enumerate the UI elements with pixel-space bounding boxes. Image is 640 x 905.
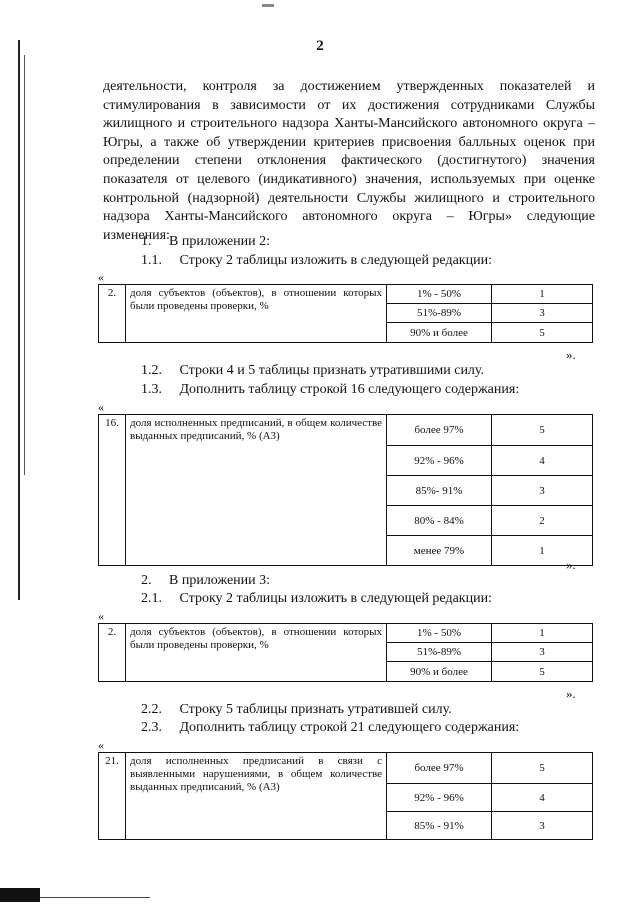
range-cell: 80% - 84% <box>387 506 492 536</box>
row-description: доля субъектов (объектов), в отношении которых были проведены проверки, % <box>126 624 387 682</box>
row-number: 16. <box>99 415 126 566</box>
page-number: 2 <box>316 38 324 54</box>
row-description: доля исполненных предписаний в связи с выявленными нарушениями, в общем количестве выданных предписаний, % (А3) <box>126 753 387 840</box>
range-cell: 1% - 50% <box>387 285 492 304</box>
row-number: 2. <box>99 285 126 343</box>
item-1: 1. В приложении 2: <box>141 234 271 249</box>
scan-mark-top <box>262 4 274 7</box>
table-appendix3-row21 <box>98 752 593 840</box>
row-description: доля исполненных предписаний, в общем количестве выданных предписаний, % (А3) <box>126 415 387 566</box>
item-2: 2. В приложении 3: <box>141 573 271 588</box>
score-cell: 5 <box>492 415 593 446</box>
score-cell: 3 <box>492 476 593 506</box>
item-1-3: 1.3. Дополнить таблицу строкой 16 следующего содержания: <box>141 382 520 397</box>
score-cell: 1 <box>492 536 593 566</box>
close-quote: ». <box>566 557 576 572</box>
item-2-2: 2.2. Строку 5 таблицы признать утратившей силу. <box>141 702 452 717</box>
score-cell: 4 <box>492 784 593 812</box>
row-number: 21. <box>99 753 126 840</box>
score-cell: 3 <box>492 304 593 323</box>
close-quote: ». <box>566 686 576 701</box>
scan-margin-line <box>18 40 20 600</box>
item-2-1: 2.1. Строку 2 таблицы изложить в следующей редакции: <box>141 591 492 606</box>
range-cell: 1% - 50% <box>387 624 492 643</box>
row-description: доля субъектов (объектов), в отношении которых были проведены проверки, % <box>126 285 387 343</box>
item-2-3: 2.3. Дополнить таблицу строкой 21 следующего содержания: <box>141 720 520 735</box>
range-cell: 51%-89% <box>387 643 492 662</box>
score-cell: 3 <box>492 812 593 840</box>
item-1-1: 1.1. Строку 2 таблицы изложить в следующей редакции: <box>141 253 492 268</box>
range-cell: более 97% <box>387 753 492 784</box>
range-cell: менее 79% <box>387 536 492 566</box>
table-appendix2-row2 <box>98 284 593 343</box>
item-1-2: 1.2. Строки 4 и 5 таблицы признать утратившими силу. <box>141 363 485 378</box>
range-cell: 92% - 96% <box>387 784 492 812</box>
scan-artifact-line <box>40 897 150 898</box>
range-cell: 85% - 91% <box>387 812 492 840</box>
range-cell: 51%-89% <box>387 304 492 323</box>
close-quote: ». <box>566 347 576 362</box>
score-cell: 4 <box>492 446 593 476</box>
score-cell: 5 <box>492 323 593 343</box>
scan-margin-line-2 <box>24 55 25 475</box>
score-cell: 3 <box>492 643 593 662</box>
score-cell: 5 <box>492 662 593 682</box>
range-cell: 85%- 91% <box>387 476 492 506</box>
open-quote: « <box>98 609 104 623</box>
score-cell: 1 <box>492 285 593 304</box>
table-appendix3-row2 <box>98 623 593 682</box>
intro-paragraph: деятельности, контроля за достижением утвержденных показателей и стимулирования в зависимости от их достижения сотрудниками Службы жилищного и строительного надзора Ханты-Мансийского автономного округа – Югры, а также об утверждении критериев присвоения балльных оценок при определении степени отклонения фактического (достигнутого) значения показателя от целевого (индикативного) значения, используемых при оценке контрольной (надзорной) деятельности Службы жилищного и строительного надзора Ханты-Мансийского автономного округа – Югры» следующие изменения: <box>103 79 595 243</box>
range-cell: более 97% <box>387 415 492 446</box>
row-number: 2. <box>99 624 126 682</box>
open-quote: « <box>98 738 104 752</box>
range-cell: 90% и более <box>387 662 492 682</box>
open-quote: « <box>98 270 104 284</box>
scan-artifact-bar <box>0 888 40 902</box>
range-cell: 92% - 96% <box>387 446 492 476</box>
table-appendix2-row16 <box>98 414 593 566</box>
score-cell: 5 <box>492 753 593 784</box>
range-cell: 90% и более <box>387 323 492 343</box>
score-cell: 1 <box>492 624 593 643</box>
score-cell: 2 <box>492 506 593 536</box>
open-quote: « <box>98 400 104 414</box>
